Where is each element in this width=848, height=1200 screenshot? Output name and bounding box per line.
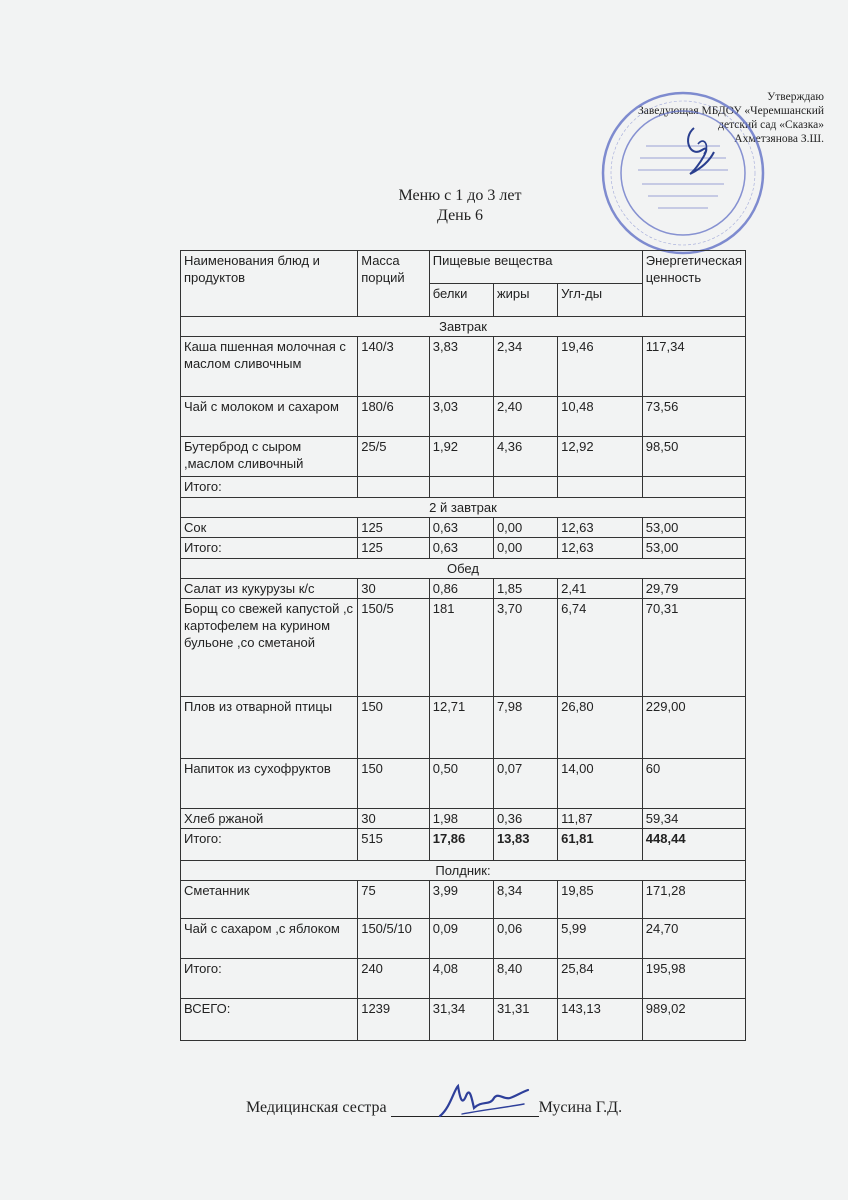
dish-name: Каша пшенная молочная с маслом сливочным bbox=[181, 337, 358, 397]
section-title-breakfast: Завтрак bbox=[181, 317, 746, 337]
subtotal-row bbox=[181, 829, 746, 861]
subtotal-fat: 13,83 bbox=[493, 829, 557, 861]
official-stamp-seal bbox=[598, 88, 768, 258]
header-mass: Масса порций bbox=[358, 251, 430, 317]
table-row bbox=[181, 337, 746, 397]
subtotal-label: Итого: bbox=[181, 959, 358, 999]
grand-total-fat: 31,31 bbox=[493, 999, 557, 1041]
subtotal-carbs: 25,84 bbox=[558, 959, 643, 999]
subtotal-carbs bbox=[558, 477, 643, 498]
table-row bbox=[181, 809, 746, 829]
dish-protein: 0,50 bbox=[429, 759, 493, 809]
subtotal-energy: 448,44 bbox=[642, 829, 745, 861]
menu-title-line-1: Меню с 1 до 3 лет bbox=[398, 187, 522, 204]
header-name: Наименования блюд и продуктов bbox=[181, 251, 358, 317]
dish-fat: 2,34 bbox=[493, 337, 557, 397]
table-row bbox=[181, 397, 746, 437]
grand-total-carbs: 143,13 bbox=[558, 999, 643, 1041]
dish-name: Салат из кукурузы к/с bbox=[181, 579, 358, 599]
header-fat: жиры bbox=[493, 284, 557, 317]
approval-line-2: Заведующая МБДОУ «Черемшанский bbox=[638, 105, 824, 117]
dish-energy: 24,70 bbox=[642, 919, 745, 959]
subtotal-protein bbox=[429, 477, 493, 498]
subtotal-energy: 53,00 bbox=[642, 538, 745, 559]
dish-carbs: 11,87 bbox=[558, 809, 643, 829]
dish-mass: 150 bbox=[358, 759, 430, 809]
dish-protein: 3,99 bbox=[429, 881, 493, 919]
dish-energy: 73,56 bbox=[642, 397, 745, 437]
subtotal-fat: 0,00 bbox=[493, 538, 557, 559]
menu-title bbox=[0, 186, 848, 226]
subtotal-energy bbox=[642, 477, 745, 498]
table-row bbox=[181, 579, 746, 599]
section-row bbox=[181, 861, 746, 881]
section-row bbox=[181, 498, 746, 518]
dish-protein: 3,83 bbox=[429, 337, 493, 397]
dish-protein: 3,03 bbox=[429, 397, 493, 437]
dish-energy: 171,28 bbox=[642, 881, 745, 919]
subtotal-mass bbox=[358, 477, 430, 498]
dish-carbs: 19,85 bbox=[558, 881, 643, 919]
nurse-role: Медицинская сестра bbox=[246, 1099, 387, 1116]
dish-fat: 3,70 bbox=[493, 599, 557, 697]
dish-energy: 59,34 bbox=[642, 809, 745, 829]
dish-fat: 0,36 bbox=[493, 809, 557, 829]
dish-fat: 0,06 bbox=[493, 919, 557, 959]
dish-energy: 70,31 bbox=[642, 599, 745, 697]
table-row bbox=[181, 599, 746, 697]
grand-total-row bbox=[181, 999, 746, 1041]
subtotal-protein: 4,08 bbox=[429, 959, 493, 999]
dish-energy: 29,79 bbox=[642, 579, 745, 599]
approval-line-1: Утверждаю bbox=[767, 91, 824, 103]
dish-fat: 2,40 bbox=[493, 397, 557, 437]
dish-protein: 0,86 bbox=[429, 579, 493, 599]
dish-energy: 60 bbox=[642, 759, 745, 809]
section-title-afternoon-snack: Полдник: bbox=[181, 861, 746, 881]
subtotal-protein: 0,63 bbox=[429, 538, 493, 559]
subtotal-row bbox=[181, 959, 746, 999]
header-energy: Энергетическая ценность bbox=[642, 251, 745, 317]
dish-carbs: 12,92 bbox=[558, 437, 643, 477]
dish-name: Хлеб ржаной bbox=[181, 809, 358, 829]
dish-energy: 53,00 bbox=[642, 518, 745, 538]
approval-line-4: Ахметзянова З.Ш. bbox=[734, 133, 824, 145]
menu-table bbox=[180, 250, 746, 1041]
dish-mass: 30 bbox=[358, 579, 430, 599]
dish-protein: 181 bbox=[429, 599, 493, 697]
subtotal-fat bbox=[493, 477, 557, 498]
subtotal-carbs: 12,63 bbox=[558, 538, 643, 559]
subtotal-mass: 240 bbox=[358, 959, 430, 999]
dish-carbs: 12,63 bbox=[558, 518, 643, 538]
subtotal-label: Итого: bbox=[181, 477, 358, 498]
dish-mass: 25/5 bbox=[358, 437, 430, 477]
dish-name: Бутерброд с сыром ,маслом сливочный bbox=[181, 437, 358, 477]
dish-name: Борщ со свежей капустой ,с картофелем на курином бульоне ,со сметаной bbox=[181, 599, 358, 697]
dish-mass: 150/5 bbox=[358, 599, 430, 697]
dish-mass: 125 bbox=[358, 518, 430, 538]
table-row bbox=[181, 759, 746, 809]
subtotal-protein: 17,86 bbox=[429, 829, 493, 861]
subtotal-label: Итого: bbox=[181, 829, 358, 861]
table-row bbox=[181, 919, 746, 959]
dish-mass: 140/3 bbox=[358, 337, 430, 397]
table-row bbox=[181, 437, 746, 477]
subtotal-label: Итого: bbox=[181, 538, 358, 559]
dish-protein: 1,92 bbox=[429, 437, 493, 477]
dish-fat: 1,85 bbox=[493, 579, 557, 599]
header-carbs: Угл-ды bbox=[558, 284, 643, 317]
table-row bbox=[181, 881, 746, 919]
dish-name: Напиток из сухофруктов bbox=[181, 759, 358, 809]
dish-name: Чай с сахаром ,с яблоком bbox=[181, 919, 358, 959]
dish-name: Сок bbox=[181, 518, 358, 538]
subtotal-energy: 195,98 bbox=[642, 959, 745, 999]
dish-carbs: 2,41 bbox=[558, 579, 643, 599]
dish-protein: 1,98 bbox=[429, 809, 493, 829]
dish-energy: 117,34 bbox=[642, 337, 745, 397]
dish-energy: 229,00 bbox=[642, 697, 745, 759]
header-row-1 bbox=[181, 251, 746, 284]
menu-day: День 6 bbox=[436, 207, 484, 224]
subtotal-mass: 125 bbox=[358, 538, 430, 559]
dish-energy: 98,50 bbox=[642, 437, 745, 477]
dish-protein: 0,63 bbox=[429, 518, 493, 538]
dish-fat: 8,34 bbox=[493, 881, 557, 919]
subtotal-row bbox=[181, 477, 746, 498]
dish-mass: 75 bbox=[358, 881, 430, 919]
dish-mass: 30 bbox=[358, 809, 430, 829]
grand-total-mass: 1239 bbox=[358, 999, 430, 1041]
section-row bbox=[181, 559, 746, 579]
dish-name: Плов из отварной птицы bbox=[181, 697, 358, 759]
dish-protein: 12,71 bbox=[429, 697, 493, 759]
grand-total-energy: 989,02 bbox=[642, 999, 745, 1041]
dish-carbs: 10,48 bbox=[558, 397, 643, 437]
dish-mass: 150 bbox=[358, 697, 430, 759]
approval-line-3: детский сад «Сказка» bbox=[718, 119, 824, 131]
nurse-name: Мусина Г.Д. bbox=[538, 1099, 623, 1116]
dish-fat: 4,36 bbox=[493, 437, 557, 477]
dish-carbs: 26,80 bbox=[558, 697, 643, 759]
section-title-second-breakfast: 2 й завтрак bbox=[181, 498, 746, 518]
dish-protein: 0,09 bbox=[429, 919, 493, 959]
dish-carbs: 19,46 bbox=[558, 337, 643, 397]
dish-fat: 0,07 bbox=[493, 759, 557, 809]
grand-total-protein: 31,34 bbox=[429, 999, 493, 1041]
dish-mass: 180/6 bbox=[358, 397, 430, 437]
subtotal-row bbox=[181, 538, 746, 559]
table-row bbox=[181, 697, 746, 759]
dish-carbs: 5,99 bbox=[558, 919, 643, 959]
subtotal-fat: 8,40 bbox=[493, 959, 557, 999]
dish-name: Чай с молоком и сахаром bbox=[181, 397, 358, 437]
dish-mass: 150/5/10 bbox=[358, 919, 430, 959]
header-protein: белки bbox=[429, 284, 493, 317]
subtotal-carbs: 61,81 bbox=[558, 829, 643, 861]
dish-carbs: 6,74 bbox=[558, 599, 643, 697]
dish-name: Сметанник bbox=[181, 881, 358, 919]
dish-carbs: 14,00 bbox=[558, 759, 643, 809]
table-row bbox=[181, 518, 746, 538]
subtotal-mass: 515 bbox=[358, 829, 430, 861]
dish-fat: 7,98 bbox=[493, 697, 557, 759]
header-nutrients: Пищевые вещества bbox=[429, 251, 642, 284]
section-title-lunch: Обед bbox=[181, 559, 746, 579]
dish-fat: 0,00 bbox=[493, 518, 557, 538]
grand-total-label: ВСЕГО: bbox=[181, 999, 358, 1041]
nurse-signature bbox=[432, 1078, 532, 1128]
section-row bbox=[181, 317, 746, 337]
